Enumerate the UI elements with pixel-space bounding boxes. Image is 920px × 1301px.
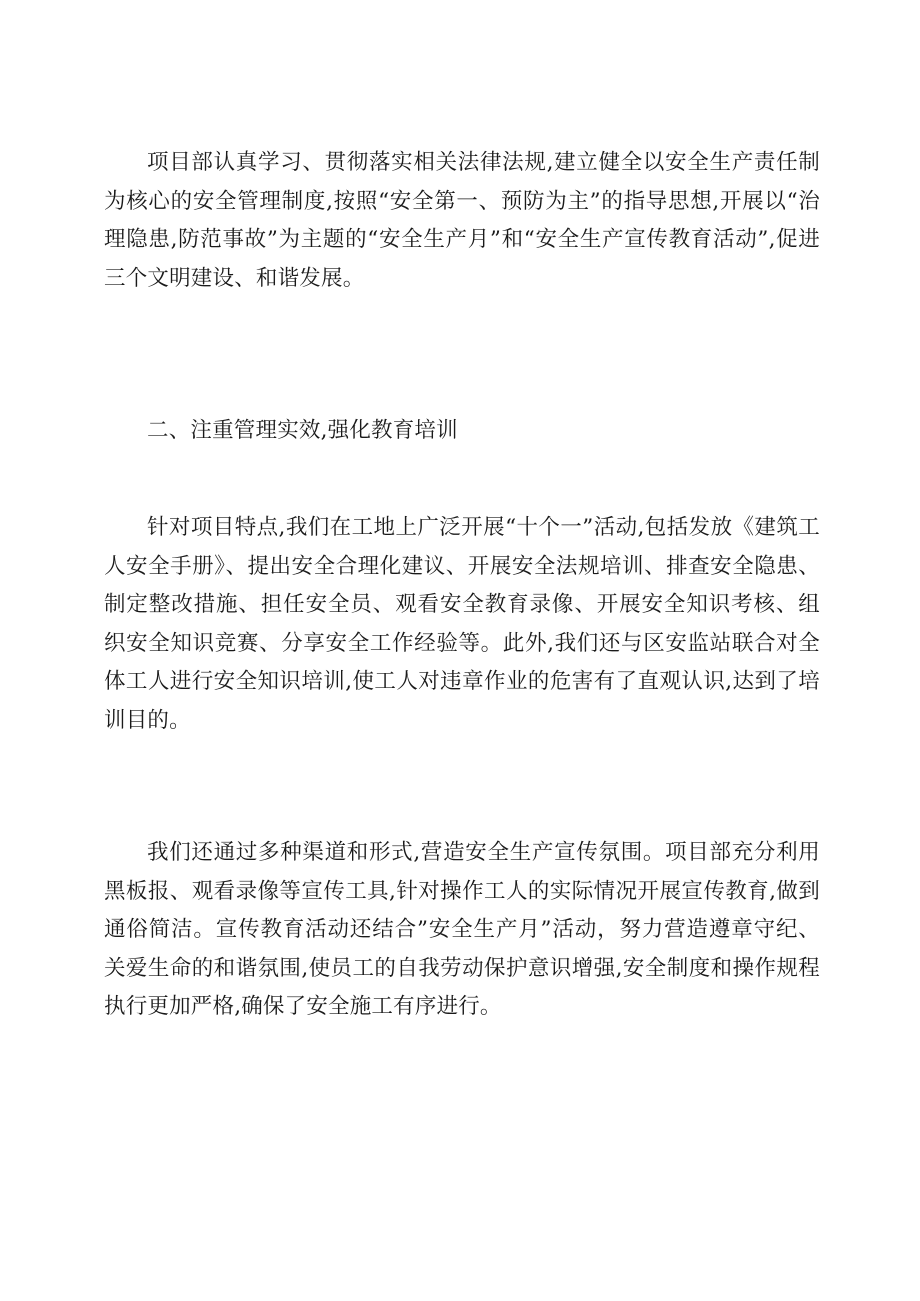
paragraph-ten-activities: 针对项目特点,我们在工地上广泛开展“十个一”活动,包括发放《建筑工人安全手册》、提出安全合理化建议、开展安全法规培训、排查安全隐患、制定整改措施、担任安全员、观看安全教育录像、开展安全知识考核、组织安全知识竞赛、分享安全工作经验等。此外,我们还与区安监站联合对全体工人进行安全知识培训,使工人对违章作业的危害有了直观认识,达到了培训目的。 [104, 515, 820, 733]
paragraph-publicity-atmosphere: 我们还通过多种渠道和形式,营造安全生产宣传氛围。项目部充分利用黑板报、观看录像等宣传工具,针对操作工人的实际情况开展宣传教育,做到通俗简洁。宣传教育活动还结合”安全生产月”活动，努力营造遵章守纪、关爱生命的和谐氛围,使员工的自我劳动保护意识增强,安全制度和操作规程执行更加严格,确保了安全施工有序进行。 [104, 840, 820, 1019]
paragraph-safety-management-system: 项目部认真学习、贯彻落实相关法律法规,建立健全以安全生产责任制为核心的安全管理制度,按照“安全第一、预防为主”的指导思想,开展以“治理隐患,防范事故”为主题的“安全生产月”和“安全生产宣传教育活动”,促进三个文明建设、和谐发展。 [104, 150, 820, 291]
section-heading: 二、注重管理实效,强化教育培训 [147, 418, 458, 443]
